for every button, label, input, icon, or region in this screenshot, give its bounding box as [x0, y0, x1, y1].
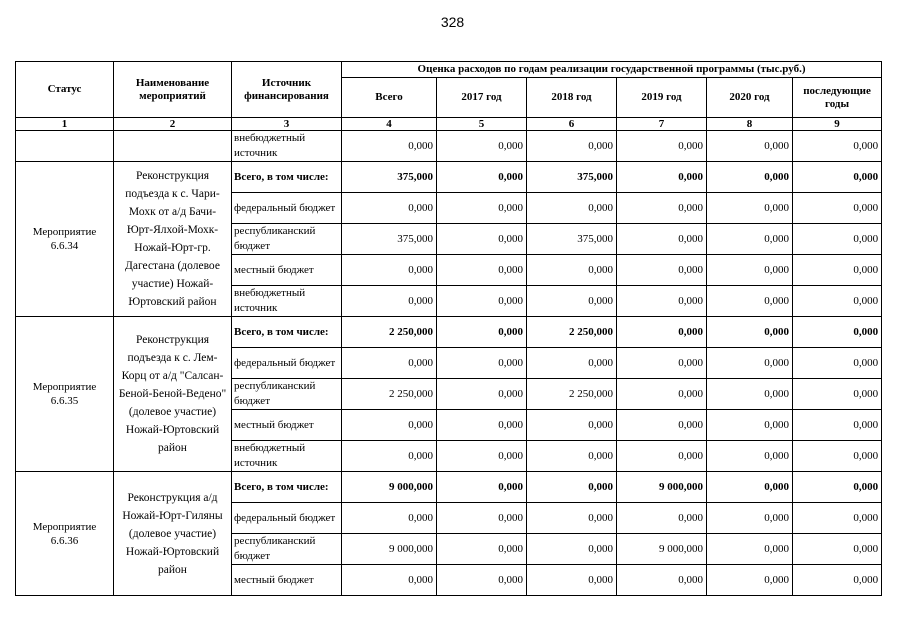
header-total: Всего: [342, 78, 437, 118]
value-cell: 2 250,000: [527, 379, 617, 410]
value-cell: 0,000: [437, 379, 527, 410]
value-cell: 0,000: [617, 565, 707, 596]
value-cell: 0,000: [527, 255, 617, 286]
name-cell: Реконструкция а/д Ножай-Юрт-Гиляны (долевое участие) Ножай-Юртовский район: [114, 472, 232, 596]
value-cell: 0,000: [793, 162, 882, 193]
value-cell: 0,000: [342, 410, 437, 441]
value-cell: 0,000: [707, 534, 793, 565]
source-cell: федеральный бюджет: [232, 193, 342, 224]
value-cell: 0,000: [342, 255, 437, 286]
value-cell: 0,000: [793, 565, 882, 596]
header-2018: 2018 год: [527, 78, 617, 118]
col-index: 8: [707, 118, 793, 131]
value-cell: 0,000: [617, 441, 707, 472]
header-estimate: Оценка расходов по годам реализации государственной программы (тыс.руб.): [342, 62, 882, 78]
source-cell: Всего, в том числе:: [232, 472, 342, 503]
value-cell: 0,000: [707, 565, 793, 596]
value-cell: 0,000: [437, 410, 527, 441]
value-cell: 0,000: [527, 131, 617, 162]
value-cell: 0,000: [437, 131, 527, 162]
value-cell: 0,000: [437, 286, 527, 317]
value-cell: 0,000: [793, 193, 882, 224]
source-cell: федеральный бюджет: [232, 503, 342, 534]
status-cell: Мероприятие 6.6.36: [16, 472, 114, 596]
value-cell: 0,000: [793, 410, 882, 441]
name-cell: [114, 131, 232, 162]
value-cell: 375,000: [342, 162, 437, 193]
value-cell: 0,000: [617, 348, 707, 379]
value-cell: 0,000: [707, 224, 793, 255]
value-cell: 0,000: [793, 317, 882, 348]
source-cell: местный бюджет: [232, 565, 342, 596]
value-cell: 9 000,000: [342, 534, 437, 565]
value-cell: 0,000: [342, 286, 437, 317]
value-cell: 0,000: [617, 193, 707, 224]
value-cell: 0,000: [707, 348, 793, 379]
value-cell: 0,000: [707, 193, 793, 224]
source-cell: федеральный бюджет: [232, 348, 342, 379]
value-cell: 0,000: [617, 224, 707, 255]
header-2020: 2020 год: [707, 78, 793, 118]
value-cell: 0,000: [527, 534, 617, 565]
col-index: 6: [527, 118, 617, 131]
value-cell: 2 250,000: [342, 379, 437, 410]
value-cell: 0,000: [437, 503, 527, 534]
value-cell: 0,000: [793, 224, 882, 255]
header-source: Источник финансирования: [232, 62, 342, 118]
status-cell: Мероприятие 6.6.35: [16, 317, 114, 472]
value-cell: 0,000: [793, 379, 882, 410]
table-row: [16, 162, 882, 193]
source-cell: республиканский бюджет: [232, 224, 342, 255]
value-cell: 0,000: [617, 410, 707, 441]
value-cell: 0,000: [793, 348, 882, 379]
value-cell: 0,000: [342, 441, 437, 472]
header-2017: 2017 год: [437, 78, 527, 118]
value-cell: 0,000: [707, 255, 793, 286]
value-cell: 0,000: [437, 534, 527, 565]
value-cell: 0,000: [437, 441, 527, 472]
value-cell: 0,000: [617, 317, 707, 348]
value-cell: 0,000: [437, 255, 527, 286]
value-cell: 0,000: [793, 255, 882, 286]
header-status: Статус: [16, 62, 114, 118]
source-cell: внебюджетный источник: [232, 286, 342, 317]
value-cell: 0,000: [342, 348, 437, 379]
value-cell: 2 250,000: [527, 317, 617, 348]
value-cell: 0,000: [527, 565, 617, 596]
col-index: 3: [232, 118, 342, 131]
header-later: последующие годы: [793, 78, 882, 118]
value-cell: 0,000: [707, 472, 793, 503]
value-cell: 0,000: [342, 503, 437, 534]
name-cell: Реконструкция подъезда к с. Лем-Корц от а/д "Салсан-Беной-Беной-Ведено" (долевое участие) Ножай-Юртовский район: [114, 317, 232, 472]
value-cell: 0,000: [437, 224, 527, 255]
value-cell: 0,000: [707, 131, 793, 162]
value-cell: 9 000,000: [617, 534, 707, 565]
column-index-row: [16, 118, 882, 131]
source-cell: внебюджетный источник: [232, 131, 342, 162]
value-cell: 0,000: [793, 441, 882, 472]
source-cell: местный бюджет: [232, 410, 342, 441]
value-cell: 0,000: [527, 348, 617, 379]
source-cell: республиканский бюджет: [232, 379, 342, 410]
value-cell: 0,000: [617, 503, 707, 534]
table-row: [16, 131, 882, 162]
value-cell: 0,000: [793, 286, 882, 317]
value-cell: 0,000: [342, 131, 437, 162]
value-cell: 0,000: [437, 317, 527, 348]
value-cell: 0,000: [617, 255, 707, 286]
value-cell: 375,000: [527, 162, 617, 193]
value-cell: 0,000: [617, 131, 707, 162]
value-cell: 0,000: [527, 286, 617, 317]
col-index: 2: [114, 118, 232, 131]
value-cell: 0,000: [707, 503, 793, 534]
value-cell: 0,000: [617, 286, 707, 317]
value-cell: 0,000: [793, 472, 882, 503]
header-name: Наименование мероприятий: [114, 62, 232, 118]
value-cell: 0,000: [707, 162, 793, 193]
value-cell: 0,000: [793, 534, 882, 565]
value-cell: 375,000: [527, 224, 617, 255]
value-cell: 0,000: [617, 379, 707, 410]
status-cell: Мероприятие 6.6.34: [16, 162, 114, 317]
value-cell: 0,000: [707, 441, 793, 472]
source-cell: республиканский бюджет: [232, 534, 342, 565]
value-cell: 0,000: [437, 162, 527, 193]
source-cell: Всего, в том числе:: [232, 162, 342, 193]
col-index: 9: [793, 118, 882, 131]
budget-table: [15, 61, 882, 596]
name-cell: Реконструкция подъезда к с. Чари-Мохк от а/д Бачи-Юрт-Ялхой-Мохк-Ножай-Юрт-гр. Дагестана (долевое участие) Ножай-Юртовский район: [114, 162, 232, 317]
col-index: 1: [16, 118, 114, 131]
value-cell: 0,000: [437, 565, 527, 596]
source-cell: внебюджетный источник: [232, 441, 342, 472]
value-cell: 375,000: [342, 224, 437, 255]
value-cell: 0,000: [342, 193, 437, 224]
header-2019: 2019 год: [617, 78, 707, 118]
source-cell: местный бюджет: [232, 255, 342, 286]
value-cell: 0,000: [527, 441, 617, 472]
col-index: 7: [617, 118, 707, 131]
value-cell: 0,000: [707, 410, 793, 441]
table-row: [16, 317, 882, 348]
value-cell: 9 000,000: [342, 472, 437, 503]
table-row: [16, 472, 882, 503]
value-cell: 0,000: [437, 193, 527, 224]
value-cell: 0,000: [617, 162, 707, 193]
value-cell: 0,000: [707, 379, 793, 410]
value-cell: 0,000: [527, 410, 617, 441]
value-cell: 0,000: [527, 503, 617, 534]
value-cell: 0,000: [437, 348, 527, 379]
value-cell: 0,000: [527, 193, 617, 224]
value-cell: 0,000: [793, 503, 882, 534]
value-cell: 0,000: [527, 472, 617, 503]
status-cell: [16, 131, 114, 162]
value-cell: 0,000: [342, 565, 437, 596]
value-cell: 0,000: [707, 317, 793, 348]
value-cell: 0,000: [793, 131, 882, 162]
col-index: 5: [437, 118, 527, 131]
col-index: 4: [342, 118, 437, 131]
page-number: 328: [440, 14, 465, 30]
value-cell: 9 000,000: [617, 472, 707, 503]
value-cell: 2 250,000: [342, 317, 437, 348]
value-cell: 0,000: [437, 472, 527, 503]
source-cell: Всего, в том числе:: [232, 317, 342, 348]
value-cell: 0,000: [707, 286, 793, 317]
